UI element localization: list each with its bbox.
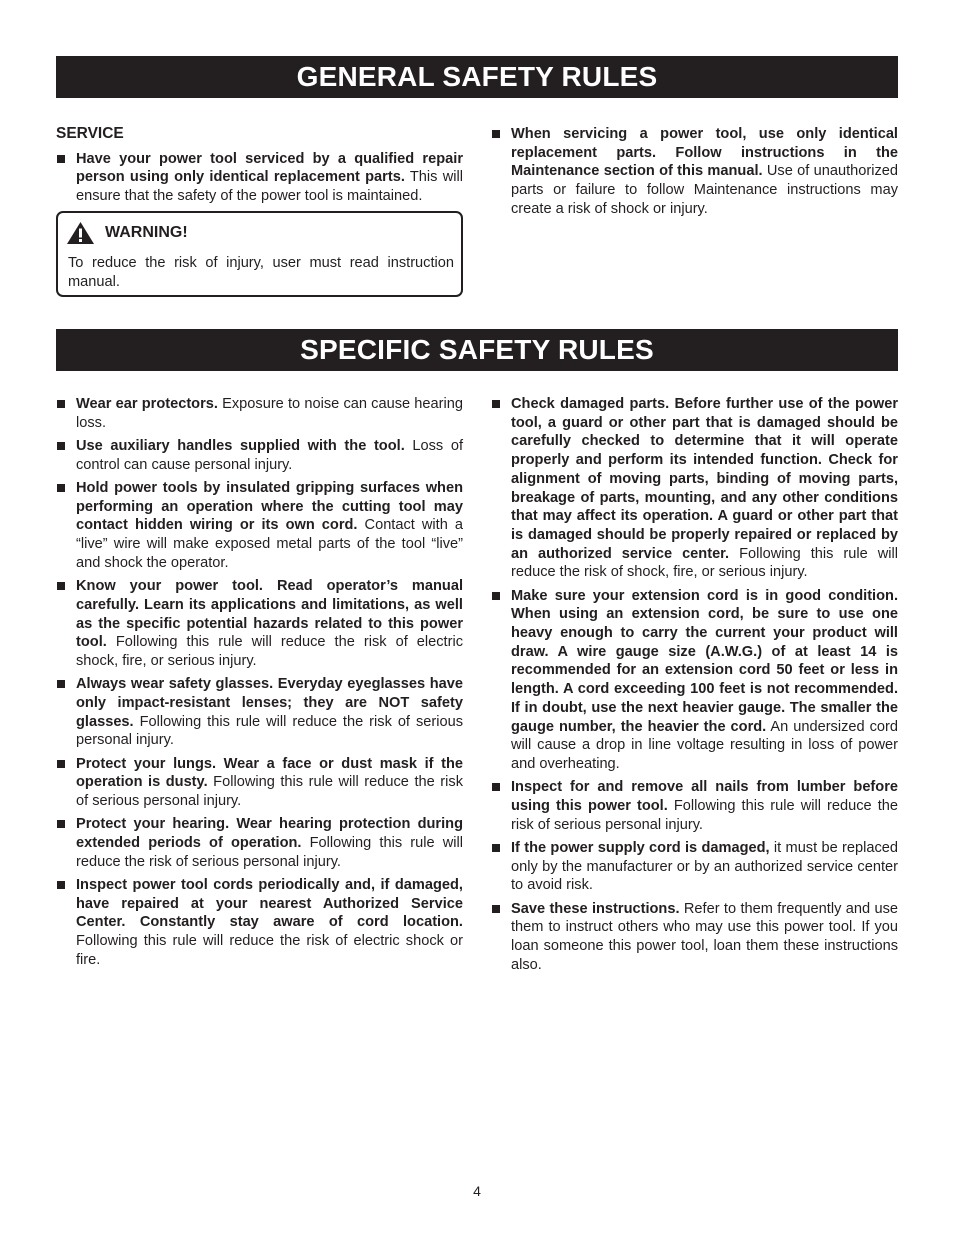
rule-text: Following this rule will reduce the risk of serious personal injury. bbox=[76, 774, 463, 810]
rule-text: Following this rule will reduce the risk of shock, fire, or serious injury. bbox=[511, 545, 898, 581]
service-section-right bbox=[491, 125, 898, 223]
rule-bold: Wear ear protectors. bbox=[76, 396, 218, 412]
service-heading: SERVICE bbox=[56, 125, 124, 142]
specific-rule bbox=[491, 839, 898, 895]
specific-rule bbox=[56, 577, 463, 671]
rule-text: Following this rule will reduce the risk of electric shock or fire. bbox=[76, 933, 463, 968]
rule-text: Following this rule will reduce the risk of serious personal injury. bbox=[76, 835, 463, 870]
general-safety-rules-title: GENERAL SAFETY RULES bbox=[296, 61, 658, 92]
service-rule-2-bold: When servicing a power tool, use only identical replacement parts. Follow instructions in the Maintenance section of this manual. bbox=[511, 126, 898, 180]
rule-bold: If the power supply cord is damaged, bbox=[511, 839, 770, 856]
rule-bold: Protect your hearing. Wear hearing protection during extended periods of operation. bbox=[76, 816, 463, 852]
service-rule-1-bold: Have your power tool serviced by a qualified repair person using only identical replacement parts. bbox=[76, 150, 463, 186]
rule-text: An undersized cord will cause a drop in line voltage resulting in loss of power and overheating. bbox=[511, 718, 898, 772]
specific-rule bbox=[491, 778, 898, 834]
rule-bold: Save these instructions. bbox=[511, 900, 680, 917]
specific-rule bbox=[56, 755, 463, 811]
rule-text: it must be replaced only by the manufacturer or by an authorized service center to avoid risk. bbox=[511, 839, 898, 894]
rule-bold: Inspect power tool cords periodically and, if damaged, have repaired at your nearest Authorized Service Center. Constantly stay aware of cord location. bbox=[76, 877, 463, 931]
service-rule-1 bbox=[56, 150, 463, 206]
rule-bold: Use auxiliary handles supplied with the tool. bbox=[76, 438, 405, 454]
rule-bold: Make sure your extension cord is in good condition. When using an extension cord, be sure to use one heavy enough to carry the current your product will draw. A wire gauge size (A.W.G.) of at least 14 is recommended for an extension cord 50 feet or less in length. A cord exceeding 100 feet is not recommended. If in doubt, use the next heavier gauge. The smaller the gauge number, the heavier the cord. bbox=[511, 587, 898, 735]
specific-rule bbox=[56, 815, 463, 871]
specific-rule bbox=[56, 675, 463, 750]
rule-text: Following this rule will reduce the risk of serious personal injury. bbox=[76, 713, 463, 749]
general-safety-rules-banner bbox=[56, 56, 898, 98]
specific-rule bbox=[56, 876, 463, 970]
page-number: 4 bbox=[473, 1183, 481, 1199]
specific-safety-rules-title: SPECIFIC SAFETY RULES bbox=[300, 334, 654, 365]
service-rule-1-text: This will ensure that the safety of the power tool is maintained. bbox=[76, 169, 463, 205]
specific-rules-left bbox=[56, 395, 463, 974]
specific-rule bbox=[56, 395, 463, 432]
specific-rule bbox=[56, 437, 463, 474]
warning-triangle-icon bbox=[66, 221, 95, 245]
rule-text: Loss of control can cause personal injury. bbox=[76, 438, 463, 473]
rule-bold: Protect your lungs. Wear a face or dust mask if the operation is dusty. bbox=[76, 755, 463, 791]
rule-bold: Inspect for and remove all nails from lumber before using this power tool. bbox=[511, 779, 898, 814]
warning-title: WARNING! bbox=[105, 224, 188, 241]
specific-rule bbox=[56, 479, 463, 573]
rule-text: Following this rule will reduce the risk of electric shock, fire, or serious injury. bbox=[76, 634, 463, 669]
warning-title-row bbox=[66, 221, 188, 245]
specific-rule bbox=[491, 587, 898, 774]
specific-rule bbox=[491, 395, 898, 582]
warning-text: To reduce the risk of injury, user must read instruction manual. bbox=[68, 255, 454, 290]
warning-box bbox=[56, 211, 463, 297]
rule-text: Contact with a “live” wire will make exposed metal parts of the tool “live” and shock the operator. bbox=[76, 517, 463, 571]
specific-rules-right bbox=[491, 395, 898, 979]
service-rule-2-text: Use of unauthorized parts or failure to follow Maintenance instructions may create a risk of shock or injury. bbox=[511, 163, 898, 217]
rule-bold: Hold power tools by insulated gripping surfaces when performing an operation where the cutting tool may contact hidden wiring or its own cord. bbox=[76, 480, 463, 534]
rule-text: Following this rule will reduce the risk of serious personal injury. bbox=[511, 797, 898, 833]
specific-rule bbox=[491, 900, 898, 975]
rule-bold: Check damaged parts. Before further use of the power tool, a guard or other part that is damaged should be carefully checked to determine that it will operate properly and perform its intended function. Check for alignment of moving parts, binding of moving parts, breakage of parts, mounting, and any other conditions that may affect its operation. A guard or other part that is damaged should be properly repaired or replaced by an authorized service center. bbox=[511, 396, 898, 562]
specific-safety-rules-banner bbox=[56, 329, 898, 371]
service-rule-2 bbox=[491, 125, 898, 219]
rule-bold: Always wear safety glasses. Everyday eyeglasses have only impact-resistant lenses; they are NOT safety glasses. bbox=[76, 676, 463, 730]
rule-text: Exposure to noise can cause hearing loss. bbox=[76, 396, 463, 431]
service-section bbox=[56, 125, 463, 210]
rule-text: Refer to them frequently and use them to instruct others who may use this power tool. If you loan someone this power tool, loan them these instructions also. bbox=[511, 900, 898, 973]
rule-bold: Know your power tool. Read operator’s manual carefully. Learn its applications and limitations, as well as the specific potential hazards related to this power tool. bbox=[76, 578, 463, 651]
